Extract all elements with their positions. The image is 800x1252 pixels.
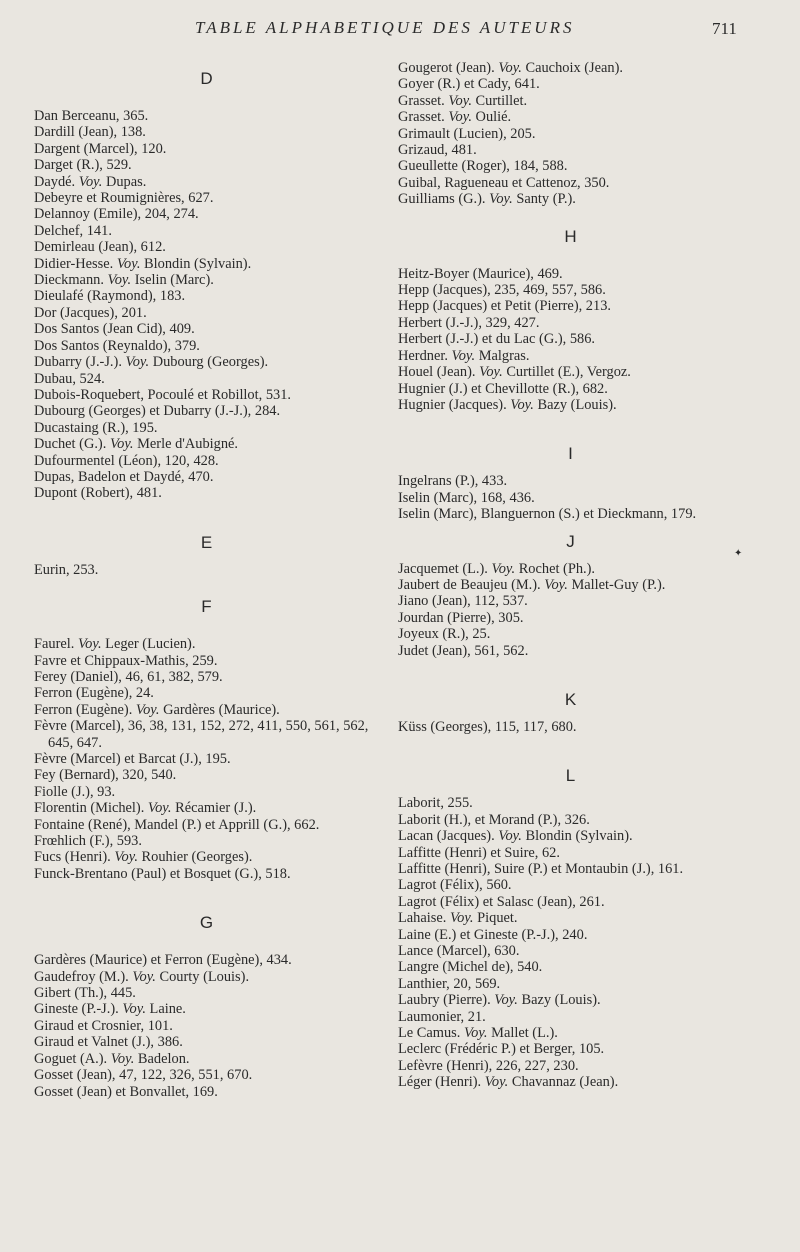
index-entry: Ferron (Eugène). Voy. Gardères (Maurice). xyxy=(34,701,280,718)
index-entry: Favre et Chippaux-Mathis, 259. xyxy=(34,652,218,669)
index-entry: Dan Berceanu, 365. xyxy=(34,108,149,124)
section-g-entries xyxy=(34,952,379,1100)
index-entry: Dardill (Jean), 138. xyxy=(34,124,146,141)
index-entry: Laubry (Pierre). Voy. Bazy (Louis). xyxy=(398,992,601,1009)
index-entry: Lance (Marcel), 630. xyxy=(398,943,520,960)
index-entry: Laborit (H.), et Morand (P.), 326. xyxy=(398,811,590,828)
index-entry: Dubois-Roquebert, Pocoulé et Robillot, 531. xyxy=(34,386,292,403)
index-entry: Fontaine (René), Mandel (P.) et Apprill (G.), 662. xyxy=(34,816,320,833)
index-entry: Hepp (Jacques) et Petit (Pierre), 213. xyxy=(398,298,611,315)
section-j-entries xyxy=(398,561,743,659)
index-entry: Giraud et Crosnier, 101. xyxy=(34,1017,173,1034)
index-entry: Grizaud, 481. xyxy=(398,142,477,159)
section-letter-d: D xyxy=(200,69,213,88)
stray-mark-icon: ✦ xyxy=(734,548,743,559)
index-entry: Lahaise. Voy. Piquet. xyxy=(398,910,518,927)
index-entry: Grasset. Voy. Oulié. xyxy=(398,109,512,126)
section-letter-e: E xyxy=(200,532,213,552)
index-entry: Jiano (Jean), 112, 537. xyxy=(398,593,528,610)
index-entry: Fey (Bernard), 320, 540. xyxy=(34,767,177,784)
index-entry: Dubarry (J.-J.). Voy. Dubourg (Georges). xyxy=(34,354,269,371)
index-entry: Iselin (Marc), 168, 436. xyxy=(398,489,535,506)
index-entry: Demirleau (Jean), 612. xyxy=(34,239,166,256)
index-entry: Funck-Brentano (Paul) et Bosquet (G.), 518. xyxy=(34,865,291,882)
index-entry: Dubourg (Georges) et Dubarry (J.-J.), 284. xyxy=(34,403,281,420)
index-entry: Küss (Georges), 115, 117, 680. xyxy=(398,718,577,735)
index-entry: Fèvre (Marcel) et Barcat (J.), 195. xyxy=(34,751,231,767)
index-entry: Laffitte (Henri) et Suire, 62. xyxy=(398,844,560,861)
index-entry: Guibal, Ragueneau et Cattenoz, 350. xyxy=(398,174,610,191)
page-number: 711 xyxy=(712,19,737,38)
index-entry: Heitz-Boyer (Maurice), 469. xyxy=(398,265,563,282)
index-entry: Fiolle (J.), 93. xyxy=(34,783,116,800)
index-entry: Ferey (Daniel), 46, 61, 382, 579. xyxy=(34,668,223,685)
index-entry: Iselin (Marc), Blanguernon (S.) et Dieckmann, 179. xyxy=(398,506,697,523)
index-entry: Ingelrans (P.), 433. xyxy=(398,473,508,490)
index-entry: Dor (Jacques), 201. xyxy=(34,304,147,321)
index-entry: Lacan (Jacques). Voy. Blondin (Sylvain). xyxy=(398,828,633,845)
index-entry: Debeyre et Roumignières, 627. xyxy=(34,190,214,207)
index-entry: Gosset (Jean), 47, 122, 326, 551, 670. xyxy=(34,1067,253,1084)
section-i-entries xyxy=(398,473,743,522)
index-entry: Daydé. Voy. Dupas. xyxy=(34,173,147,190)
index-entry: Joyeux (R.), 25. xyxy=(398,626,491,643)
index-entry: Ducastaing (R.), 195. xyxy=(34,419,158,436)
index-entry: Goyer (R.) et Cady, 641. xyxy=(398,76,540,93)
page-header xyxy=(0,18,800,44)
index-entry: Dupont (Robert), 481. xyxy=(34,485,162,502)
index-entry: Laine (E.) et Gineste (P.-J.), 240. xyxy=(398,926,588,943)
index-entry: Dargent (Marcel), 120. xyxy=(34,140,167,157)
index-entry: Hepp (Jacques), 235, 469, 557, 586. xyxy=(398,282,606,299)
index-entry: Lanthier, 20, 569. xyxy=(398,975,501,992)
index-entry: Dieckmann. Voy. Iselin (Marc). xyxy=(34,272,214,289)
section-letter-j: J xyxy=(566,531,575,551)
index-entry: Dupas, Badelon et Daydé, 470. xyxy=(34,468,214,485)
index-entry: Eurin, 253. xyxy=(34,561,99,578)
index-entry: Giraud et Valnet (J.), 386. xyxy=(34,1034,183,1051)
index-entry: Darget (R.), 529. xyxy=(34,157,132,174)
index-entry: Grimault (Lucien), 205. xyxy=(398,125,536,142)
index-entry: Judet (Jean), 561, 562. xyxy=(398,642,529,659)
index-entry: Jacquemet (L.). Voy. Rochet (Ph.). xyxy=(398,560,596,577)
section-d-entries xyxy=(34,108,379,502)
index-entry: Jourdan (Pierre), 305. xyxy=(398,609,524,626)
section-letter-h: H xyxy=(564,226,577,246)
index-entry: Gaudefroy (M.). Voy. Courty (Louis). xyxy=(34,968,250,985)
index-entry: Houel (Jean). Voy. Curtillet (E.), Vergoz. xyxy=(398,364,631,381)
index-entry: Gougerot (Jean). Voy. Cauchoix (Jean). xyxy=(398,60,624,76)
index-entry: Herdner. Voy. Malgras. xyxy=(398,347,530,364)
index-entry: Delchef, 141. xyxy=(34,222,112,239)
section-letter-f: F xyxy=(201,597,212,617)
section-letter-g: G xyxy=(199,913,214,933)
index-entry: Goguet (A.). Voy. Badelon. xyxy=(34,1050,190,1067)
index-entry: Fèvre (Marcel), 36, 38, 131, 152, 272, 411, 550, 561, 562, 645, 647. xyxy=(34,718,369,751)
section-letter-i: I xyxy=(568,444,573,464)
index-entry: Dos Santos (Jean Cid), 409. xyxy=(34,321,195,338)
index-entry: Langre (Michel de), 540. xyxy=(398,959,543,976)
index-entry: Hugnier (Jacques). Voy. Bazy (Louis). xyxy=(398,396,617,413)
section-letter-k: K xyxy=(564,689,577,709)
index-entry: Laumonier, 21. xyxy=(398,1008,486,1025)
index-entry: Faurel. Voy. Leger (Lucien). xyxy=(34,636,196,653)
index-entry: Leclerc (Frédéric P.) et Berger, 105. xyxy=(398,1041,605,1058)
index-entry: Florentin (Michel). Voy. Récamier (J.). xyxy=(34,800,257,817)
index-entry: Delannoy (Emile), 204, 274. xyxy=(34,206,199,223)
index-entry: Dieulafé (Raymond), 183. xyxy=(34,288,186,305)
section-f-entries xyxy=(34,636,379,882)
index-entry: Lagrot (Félix), 560. xyxy=(398,877,512,894)
index-entry: Guilliams (G.). Voy. Santy (P.). xyxy=(398,191,576,208)
index-entry: Ferron (Eugène), 24. xyxy=(34,685,154,702)
section-l-entries xyxy=(398,795,743,1090)
index-entry: Gineste (P.-J.). Voy. Laine. xyxy=(34,1001,186,1018)
right-column xyxy=(398,60,743,1091)
index-entry: Le Camus. Voy. Mallet (L.). xyxy=(398,1025,558,1042)
index-entry: Herbert (J.-J.), 329, 427. xyxy=(398,314,540,331)
index-entry: Dos Santos (Reynaldo), 379. xyxy=(34,337,200,354)
section-g-continued-entries xyxy=(398,60,743,208)
index-entry: Dubau, 524. xyxy=(34,370,105,387)
section-letter-l: L xyxy=(565,766,576,786)
section-h-entries xyxy=(398,266,743,414)
index-entry: Laffitte (Henri), Suire (P.) et Montaubin (J.), 161. xyxy=(398,861,684,877)
index-entry: Dufourmentel (Léon), 120, 428. xyxy=(34,452,219,469)
index-entry: Gardères (Maurice) et Ferron (Eugène), 434. xyxy=(34,952,292,969)
index-entry: Léger (Henri). Voy. Chavannaz (Jean). xyxy=(398,1074,619,1091)
index-entry: Jaubert de Beaujeu (M.). Voy. Mallet-Guy (P.). xyxy=(398,576,666,593)
index-entry: Gueullette (Roger), 184, 588. xyxy=(398,158,568,175)
running-title: TABLE ALPHABETIQUE DES AUTEURS xyxy=(195,18,575,37)
index-entry: Frœhlich (F.), 593. xyxy=(34,833,142,850)
index-entry: Didier-Hesse. Voy. Blondin (Sylvain). xyxy=(34,255,252,272)
index-entry: Grasset. Voy. Curtillet. xyxy=(398,92,528,109)
index-entry: Gibert (Th.), 445. xyxy=(34,985,136,1002)
index-entry: Laborit, 255. xyxy=(398,795,473,812)
left-column xyxy=(34,60,379,1100)
index-entry: Lagrot (Félix) et Salasc (Jean), 261. xyxy=(398,893,605,910)
index-entry: Duchet (G.). Voy. Merle d'Aubigné. xyxy=(34,436,239,453)
index-entry: Herbert (J.-J.) et du Lac (G.), 586. xyxy=(398,331,595,348)
index-entry: Hugnier (J.) et Chevillotte (R.), 682. xyxy=(398,380,608,397)
index-entry: Lefèvre (Henri), 226, 227, 230. xyxy=(398,1057,579,1074)
index-entry: Gosset (Jean) et Bonvallet, 169. xyxy=(34,1083,218,1100)
index-entry: Fucs (Henri). Voy. Rouhier (Georges). xyxy=(34,849,253,866)
